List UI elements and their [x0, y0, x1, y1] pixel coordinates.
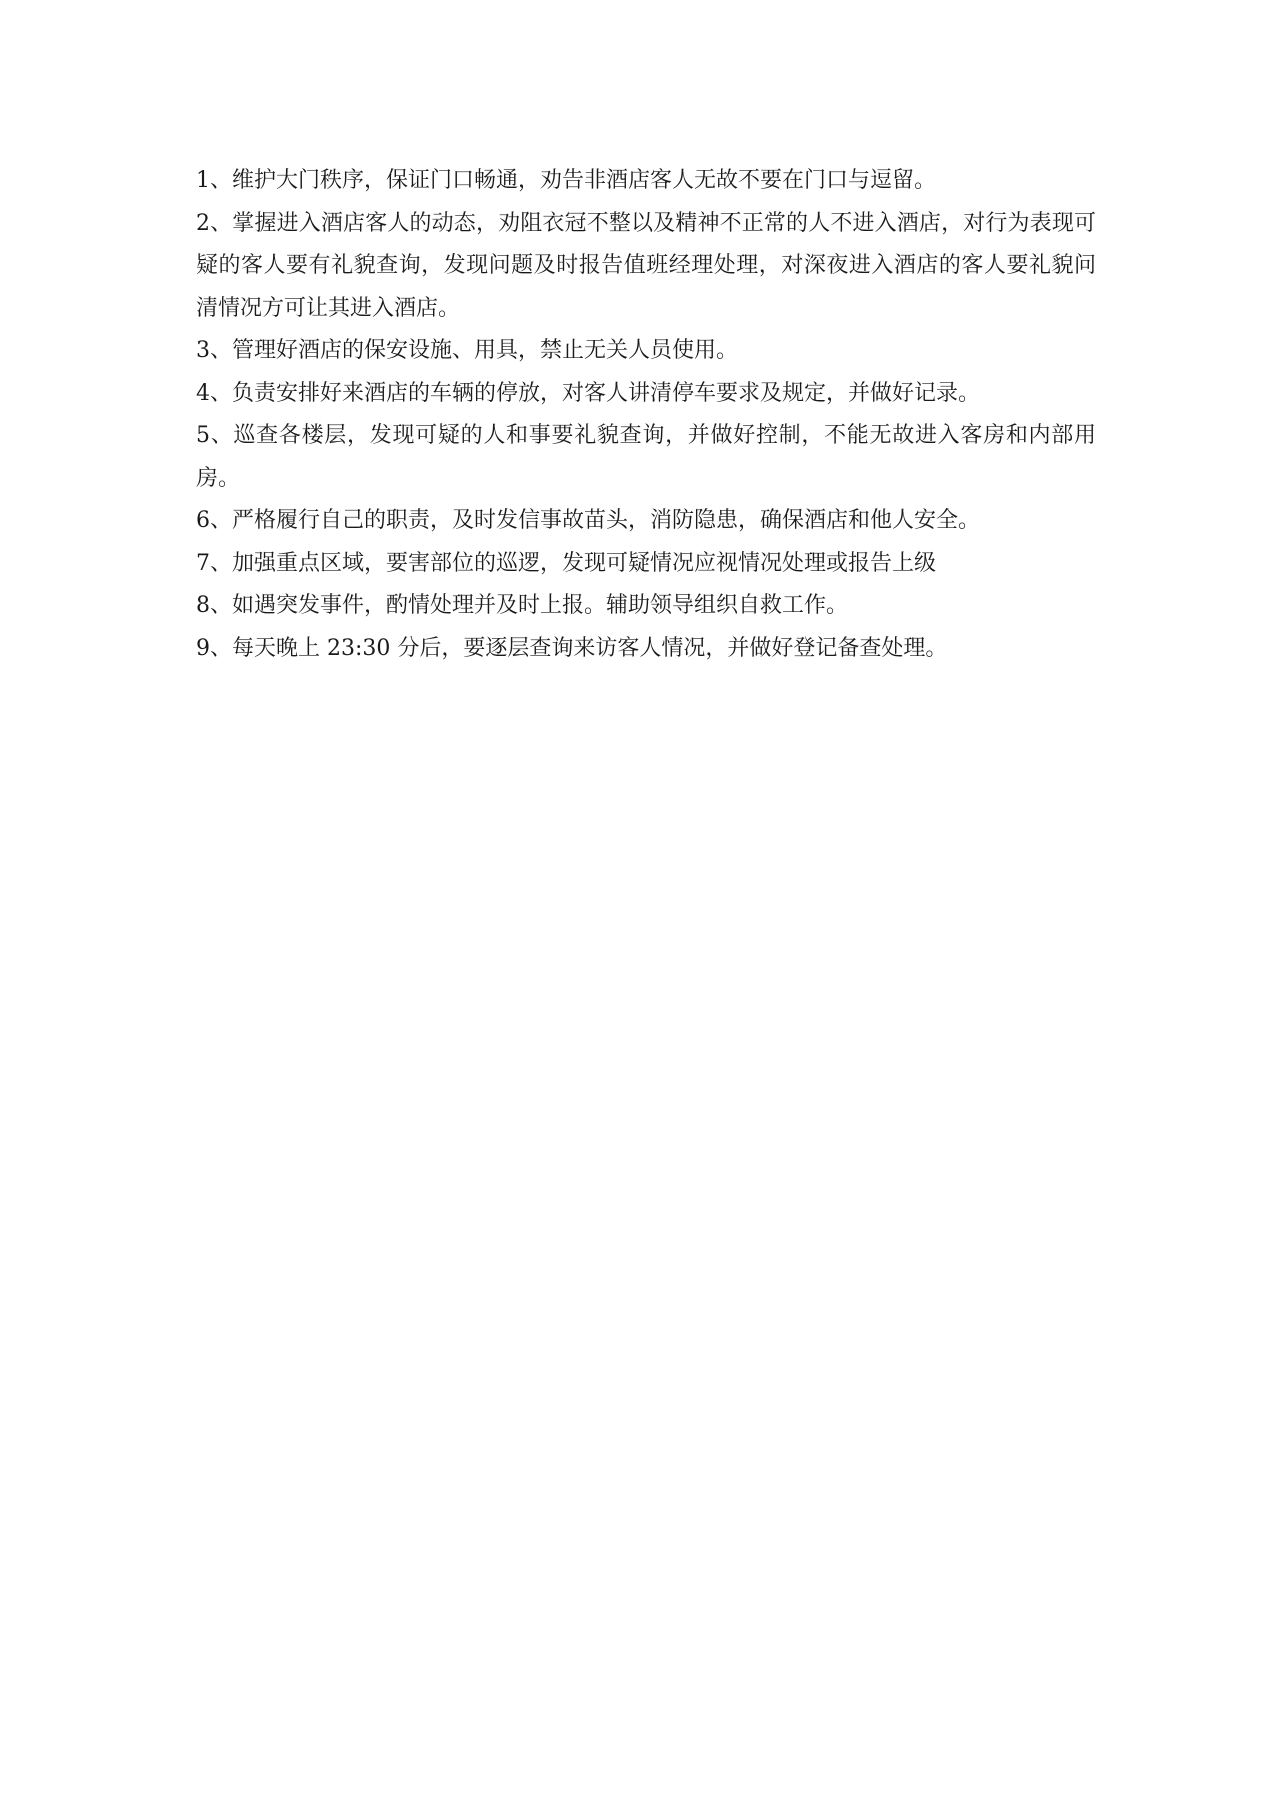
duty-item-9: 9、每天晚上 23:30 分后，要逐层查询来访客人情况，并做好登记备查处理。: [196, 635, 948, 661]
duty-item-5: 5、巡查各楼层，发现可疑的人和事要礼貌查询，并做好控制，不能无故进入客房和内部用房。: [196, 423, 1096, 491]
duty-list: [196, 160, 1096, 670]
duty-item-2: 2、掌握进入酒店客人的动态，劝阻衣冠不整以及精神不正常的人不进入酒店，对行为表现可疑的客人要有礼貌查询，发现问题及时报告值班经理处理，对深夜进入酒店的客人要礼貌问清情况方可让其进入酒店。: [196, 210, 1096, 321]
duty-item-8: 8、如遇突发事件，酌情处理并及时上报。辅助领导组织自救工作。: [196, 593, 848, 618]
duty-item-4: 4、负责安排好来酒店的车辆的停放，对客人讲清停车要求及规定，并做好记录。: [196, 380, 980, 406]
duty-item-3: 3、管理好酒店的保安设施、用具，禁止无关人员使用。: [196, 338, 738, 363]
duty-item-1: 1、维护大门秩序，保证门口畅通，劝告非酒店客人无故不要在门口与逗留。: [196, 168, 936, 193]
duty-item-6: 6、严格履行自己的职责，及时发信事故苗头，消防隐患，确保酒店和他人安全。: [196, 508, 980, 533]
duty-item-7: 7、加强重点区域，要害部位的巡逻，发现可疑情况应视情况处理或报告上级: [196, 550, 936, 576]
